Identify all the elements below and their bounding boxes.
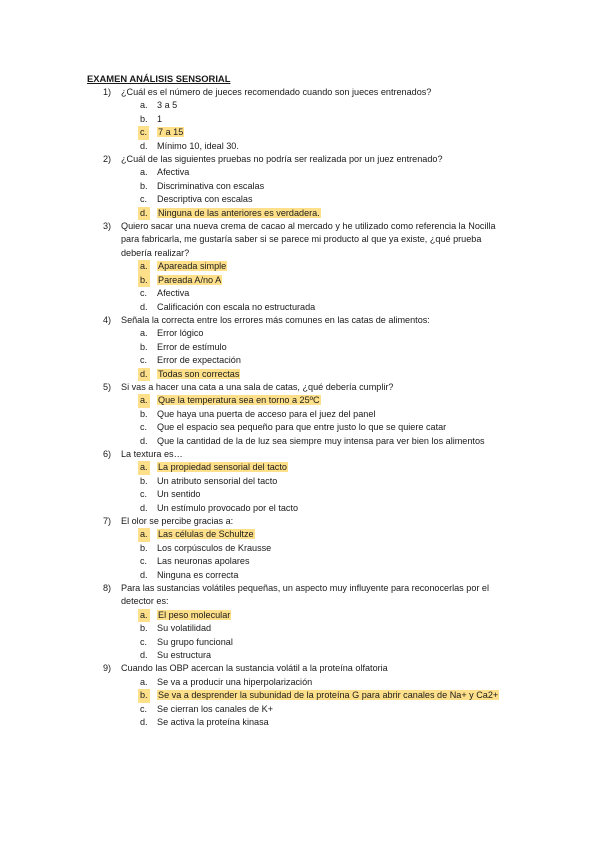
option	[0, 408, 600, 421]
option-letter: d.	[140, 140, 148, 151]
option-text: Ninguna es correcta	[157, 569, 239, 580]
option-letter: c.	[140, 194, 148, 205]
option-text: Su estructura	[157, 650, 212, 661]
question-line	[0, 448, 600, 461]
question-line	[0, 582, 600, 609]
question-list	[0, 86, 600, 730]
option-text: Todas son correctas	[158, 368, 240, 379]
option-text-wrap	[157, 461, 507, 474]
option-letter: c.	[140, 636, 148, 647]
option-text: Un estímulo provocado por el tacto	[157, 502, 299, 513]
option	[0, 99, 600, 112]
question-line	[0, 314, 600, 327]
option	[0, 140, 600, 153]
question-text: ¿Cuál de las siguientes pruebas no podría ser realizada por un juez entrenado?	[121, 154, 443, 165]
option-letter: a.	[140, 676, 148, 687]
question-text: Quiero sacar una nueva crema de cacao al mercado y he utilizado como referencia la Nocilla para fabricarla, me gustaría saber si se parece mi producto al que ya existe, ¿qué prueba debería realizar?	[121, 221, 496, 258]
option-letter: b.	[140, 408, 148, 419]
question-number: 3)	[103, 221, 112, 232]
option-text-wrap	[157, 408, 507, 421]
option-letter: a.	[138, 394, 150, 407]
option	[0, 716, 600, 729]
option-text-wrap	[157, 368, 507, 381]
question-9	[0, 662, 600, 729]
option-text-wrap	[157, 126, 507, 139]
option	[0, 703, 600, 716]
option-letter: b.	[140, 542, 148, 553]
option-text: Su grupo funcional	[157, 636, 233, 647]
option	[0, 287, 600, 300]
question-line	[0, 86, 600, 99]
option-list	[0, 99, 600, 153]
option-text: Que el espacio sea pequeño para que entre justo lo que se quiere catar	[157, 422, 447, 433]
option-text-wrap	[157, 193, 507, 206]
option	[0, 354, 600, 367]
option	[0, 622, 600, 635]
option-list	[0, 528, 600, 582]
option-letter: d.	[140, 435, 148, 446]
option-text-wrap	[157, 528, 507, 541]
option-letter: c.	[140, 355, 148, 366]
option-text-wrap	[157, 99, 507, 112]
question-7	[0, 515, 600, 582]
option-text-wrap	[157, 542, 507, 555]
option-text: Su volatilidad	[157, 623, 212, 634]
option-text: Los corpúsculos de Krausse	[157, 542, 272, 553]
option	[0, 166, 600, 179]
question-line	[0, 381, 600, 394]
option-highlighted	[0, 689, 600, 702]
option	[0, 113, 600, 126]
question-text: ¿Cuál es el número de jueces recomendado cuando son jueces entrenados?	[121, 87, 432, 97]
option-text: Que la cantidad de la de luz sea siempre muy intensa para ver bien los alimentos	[157, 435, 485, 446]
option	[0, 435, 600, 448]
option-text-wrap	[157, 649, 507, 662]
option-text: Se va a desprender la subunidad de la proteína G para abrir canales de Na+ y Ca2+	[158, 690, 499, 701]
option	[0, 327, 600, 340]
option-text-wrap	[157, 301, 507, 314]
option-text-wrap	[157, 569, 507, 582]
option-text: Mínimo 10, ideal 30.	[157, 140, 239, 151]
option-highlighted	[0, 368, 600, 381]
option-highlighted	[0, 461, 600, 474]
option-text: Ninguna de las anteriores es verdadera.	[158, 207, 320, 218]
option-text-wrap	[157, 327, 507, 340]
option-letter: d.	[140, 569, 148, 580]
option	[0, 341, 600, 354]
option-letter: c.	[138, 126, 149, 139]
question-number: 6)	[103, 448, 112, 459]
option-list	[0, 461, 600, 515]
option-text: Apareada simple	[158, 261, 227, 272]
option-text: Error de expectación	[157, 355, 241, 366]
option-text: Las células de Schultze	[158, 529, 254, 540]
option-letter: a.	[140, 167, 148, 178]
option-letter: a.	[138, 528, 150, 541]
option-letter: b.	[140, 623, 148, 634]
question-5	[0, 381, 600, 448]
option-text: Descriptiva con escalas	[157, 194, 253, 205]
question-number: 7)	[103, 516, 112, 526]
option-text-wrap	[157, 180, 507, 193]
option-text-wrap	[157, 274, 507, 287]
option-highlighted	[0, 207, 600, 220]
question-number: 2)	[103, 154, 112, 165]
option-highlighted	[0, 260, 600, 273]
option-text-wrap	[157, 207, 507, 220]
option-highlighted	[0, 274, 600, 287]
question-text: El olor se percibe gracias a:	[121, 516, 234, 526]
option-letter: b.	[138, 274, 150, 287]
option	[0, 475, 600, 488]
option-text-wrap	[157, 140, 507, 153]
option-letter: a.	[138, 609, 150, 622]
option-text-wrap	[157, 609, 507, 622]
option-list	[0, 327, 600, 381]
option-text-wrap	[157, 502, 507, 515]
option	[0, 649, 600, 662]
question-line	[0, 220, 600, 260]
option-text-wrap	[157, 636, 507, 649]
question-number: 4)	[103, 314, 112, 325]
option-letter: c.	[140, 703, 148, 714]
question-number: 5)	[103, 381, 112, 392]
option-letter: d.	[140, 301, 148, 312]
option	[0, 542, 600, 555]
option-text: Pareada A/no A	[158, 274, 222, 285]
option-text: Se activa la proteína kinasa	[157, 717, 269, 728]
option-letter: b.	[140, 180, 148, 191]
option	[0, 636, 600, 649]
option-highlighted	[0, 609, 600, 622]
option-text-wrap	[157, 475, 507, 488]
option	[0, 421, 600, 434]
option-text: Se cierran los canales de K+	[157, 703, 274, 714]
option	[0, 502, 600, 515]
option-text: Calificación con escala no estructurada	[157, 301, 316, 312]
option-letter: b.	[138, 689, 150, 702]
option-text: Que la temperatura sea en torno a 25ºC	[158, 395, 320, 406]
option-letter: d.	[138, 207, 150, 220]
option	[0, 569, 600, 582]
question-number: 1)	[103, 87, 112, 97]
question-line	[0, 515, 600, 528]
option-text: Discriminativa con escalas	[157, 180, 265, 191]
option-letter: b.	[140, 475, 148, 486]
option	[0, 676, 600, 689]
option-list	[0, 394, 600, 448]
option-highlighted	[0, 394, 600, 407]
question-text: Señala la correcta entre los errores más comunes en las catas de alimentos:	[121, 314, 430, 325]
option-text-wrap	[157, 622, 507, 635]
option-letter: c.	[140, 422, 148, 433]
question-1	[0, 86, 600, 153]
question-number: 9)	[103, 663, 112, 674]
option-letter: d.	[140, 650, 148, 661]
question-number: 8)	[103, 583, 112, 594]
option-highlighted	[0, 528, 600, 541]
option-text-wrap	[157, 113, 507, 126]
option-list	[0, 260, 600, 314]
option-list	[0, 609, 600, 663]
option-text: Error lógico	[157, 328, 204, 339]
option-text-wrap	[157, 287, 507, 300]
option-text: Se va a producir una hiperpolarización	[157, 676, 313, 687]
option	[0, 180, 600, 193]
option-highlighted	[0, 126, 600, 139]
option-text-wrap	[157, 435, 507, 448]
question-line	[0, 662, 600, 675]
option-text: 7 a 15	[158, 127, 184, 138]
option	[0, 301, 600, 314]
option-text-wrap	[157, 394, 507, 407]
option-letter: d.	[138, 368, 150, 381]
option-text-wrap	[157, 488, 507, 501]
question-text: La textura es…	[121, 448, 183, 459]
option-letter: c.	[140, 288, 148, 299]
option-letter: a.	[138, 461, 150, 474]
option-text-wrap	[157, 260, 507, 273]
option-text-wrap	[157, 676, 507, 689]
option-text: Que haya una puerta de acceso para el juez del panel	[157, 408, 376, 419]
option-text: Las neuronas apolares	[157, 556, 250, 567]
option	[0, 488, 600, 501]
option-text-wrap	[157, 421, 507, 434]
option-text-wrap	[157, 689, 507, 702]
option-text-wrap	[157, 354, 507, 367]
option-letter: b.	[140, 341, 148, 352]
question-text: Cuando las OBP acercan la sustancia volátil a la proteína olfatoria	[121, 663, 388, 674]
option-letter: d.	[140, 717, 148, 728]
question-6	[0, 448, 600, 515]
option-text: Error de estímulo	[157, 341, 227, 352]
option-text-wrap	[157, 555, 507, 568]
option-text: Un atributo sensorial del tacto	[157, 475, 278, 486]
option-text: La propiedad sensorial del tacto	[158, 462, 287, 473]
question-3	[0, 220, 600, 314]
question-text: Para las sustancias volátiles pequeñas, un aspecto muy influyente para reconocerlas por el detector es:	[121, 583, 490, 607]
option-text: Afectiva	[157, 167, 190, 178]
option	[0, 193, 600, 206]
option-letter: c.	[140, 489, 148, 500]
exam-title: EXAMEN ANÁLISIS SENSORIAL	[87, 73, 231, 84]
option	[0, 555, 600, 568]
question-text: Si vas a hacer una cata a una sala de catas, ¿qué debería cumplir?	[121, 381, 394, 392]
option-list	[0, 166, 600, 220]
option-text: 1	[157, 113, 163, 124]
option-text: Un sentido	[157, 489, 201, 500]
option-text-wrap	[157, 703, 507, 716]
question-8	[0, 582, 600, 662]
option-text: Afectiva	[157, 288, 190, 299]
question-2	[0, 153, 600, 220]
question-line	[0, 153, 600, 166]
option-letter: b.	[140, 113, 148, 124]
option-letter: d.	[140, 502, 148, 513]
question-4	[0, 314, 600, 381]
option-text-wrap	[157, 166, 507, 179]
option-letter: a.	[140, 328, 148, 339]
option-text-wrap	[157, 341, 507, 354]
option-text-wrap	[157, 716, 507, 729]
option-text: 3 a 5	[157, 100, 178, 111]
option-list	[0, 676, 600, 730]
option-letter: a.	[138, 260, 150, 273]
option-letter: c.	[140, 556, 148, 567]
option-letter: a.	[140, 100, 148, 111]
option-text: El peso molecular	[158, 609, 231, 620]
